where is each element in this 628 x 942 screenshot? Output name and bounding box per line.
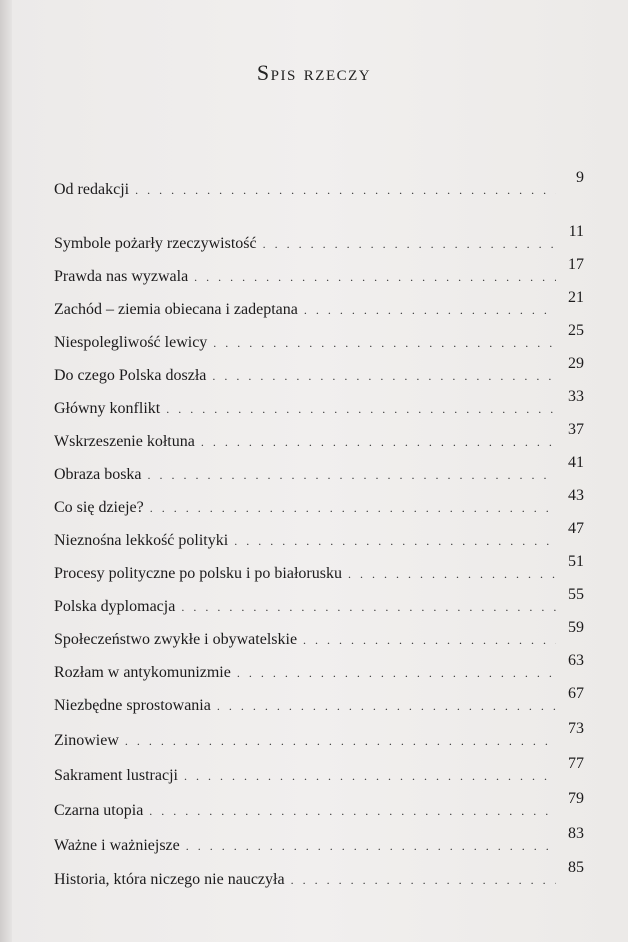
toc-entry [54, 422, 584, 452]
toc-entry [54, 554, 584, 584]
dot-leader [217, 698, 556, 714]
page-gutter-shadow [0, 0, 12, 942]
toc-entry-title: Prawda nas wyzwala [54, 268, 189, 285]
toc-entry-title: Społeczeństwo zwykłe i obywatelskie [54, 631, 298, 648]
dot-leader [125, 733, 556, 749]
toc-entry-page: 79 [568, 790, 584, 807]
dot-leader [181, 599, 556, 615]
dot-leader [234, 533, 556, 549]
dot-leader [166, 401, 556, 417]
toc-entry [54, 323, 584, 353]
toc-entry-page: 59 [568, 619, 584, 636]
toc-entry-title: Niezbędne sprostowania [54, 697, 211, 714]
toc-entry-page: 83 [568, 825, 584, 842]
dot-leader [263, 236, 556, 252]
dot-leader [237, 665, 556, 681]
dot-leader [201, 434, 556, 450]
toc-entry-title: Zinowiew [54, 732, 119, 749]
toc-entry-title: Od redakcji [54, 181, 130, 198]
toc-entry-title: Historia, która niczego nie nauczyła [54, 871, 285, 888]
dot-leader [194, 269, 556, 285]
toc-entry-page: 55 [568, 586, 584, 603]
toc-entry [54, 488, 584, 518]
toc-entry-page: 85 [568, 859, 584, 876]
toc-entry-title: Niespolegliwość lewicy [54, 334, 208, 351]
toc-entry-page: 67 [568, 685, 584, 702]
toc-entry [54, 620, 584, 650]
toc-entry-page: 17 [568, 256, 584, 273]
toc-entry-title: Rozłam w antykomunizmie [54, 664, 231, 681]
toc-entry-page: 51 [568, 553, 584, 570]
dot-leader [291, 872, 556, 888]
dot-leader [186, 838, 556, 854]
toc-entry-title: Symbole pożarły rzeczywistość [54, 235, 257, 252]
toc-entry-title: Główny konflikt [54, 400, 161, 417]
dot-leader [304, 302, 556, 318]
toc-entry-title: Zachód – ziemia obiecana i zadeptana [54, 301, 298, 318]
toc-entry-page: 29 [568, 355, 584, 372]
toc-entry [54, 389, 584, 419]
toc-entry-page: 41 [568, 454, 584, 471]
dot-leader [184, 768, 556, 784]
toc-entry-title: Do czego Polska doszła [54, 367, 207, 384]
toc-entry-page: 43 [568, 487, 584, 504]
toc-entry-title: Sakrament lustracji [54, 767, 178, 784]
toc-entry [54, 686, 584, 716]
toc-entry [54, 521, 584, 551]
dot-leader [150, 500, 556, 516]
toc-entry-title: Polska dyplomacja [54, 598, 176, 615]
toc-entry-page: 21 [568, 289, 584, 306]
toc-entry-title: Wskrzeszenie kołtuna [54, 433, 195, 450]
toc-entry [54, 170, 584, 200]
page-title: Spis rzeczy [256, 60, 372, 85]
toc-entry-page: 25 [568, 322, 584, 339]
dot-leader [303, 632, 556, 648]
toc-entry-title: Czarna utopia [54, 802, 144, 819]
toc-entry-page: 9 [576, 169, 584, 186]
toc-entry-title: Co się dzieje? [54, 499, 144, 516]
dot-leader [149, 803, 556, 819]
toc-entry-page: 37 [568, 421, 584, 438]
toc-entry-page: 63 [568, 652, 584, 669]
toc-entry [54, 257, 584, 287]
toc-entry [54, 356, 584, 386]
toc-entry-title: Procesy polityczne po polsku i po białorusku [54, 565, 342, 582]
toc-entry-title: Obraza boska [54, 466, 142, 483]
toc-entry-title: Nieznośna lekkość polityki [54, 532, 229, 549]
dot-leader [148, 467, 556, 483]
dot-leader [135, 182, 556, 198]
toc-entry-page: 47 [568, 520, 584, 537]
toc-entry [54, 860, 584, 890]
toc-entry-page: 73 [568, 720, 584, 737]
dot-leader [348, 566, 556, 582]
toc-entry [54, 721, 584, 751]
dot-leader [213, 335, 556, 351]
toc-entry [54, 756, 584, 786]
toc-entry-page: 11 [568, 223, 584, 240]
toc-entry-title: Ważne i ważniejsze [54, 837, 180, 854]
toc-entry-page: 77 [568, 755, 584, 772]
toc-entry-page: 33 [568, 388, 584, 405]
dot-leader [212, 368, 556, 384]
toc-entry [54, 224, 584, 254]
toc-entry [54, 587, 584, 617]
toc-entry [54, 653, 584, 683]
toc-entry [54, 290, 584, 320]
toc-entry [54, 791, 584, 821]
toc-entry [54, 455, 584, 485]
toc-entry [54, 826, 584, 856]
